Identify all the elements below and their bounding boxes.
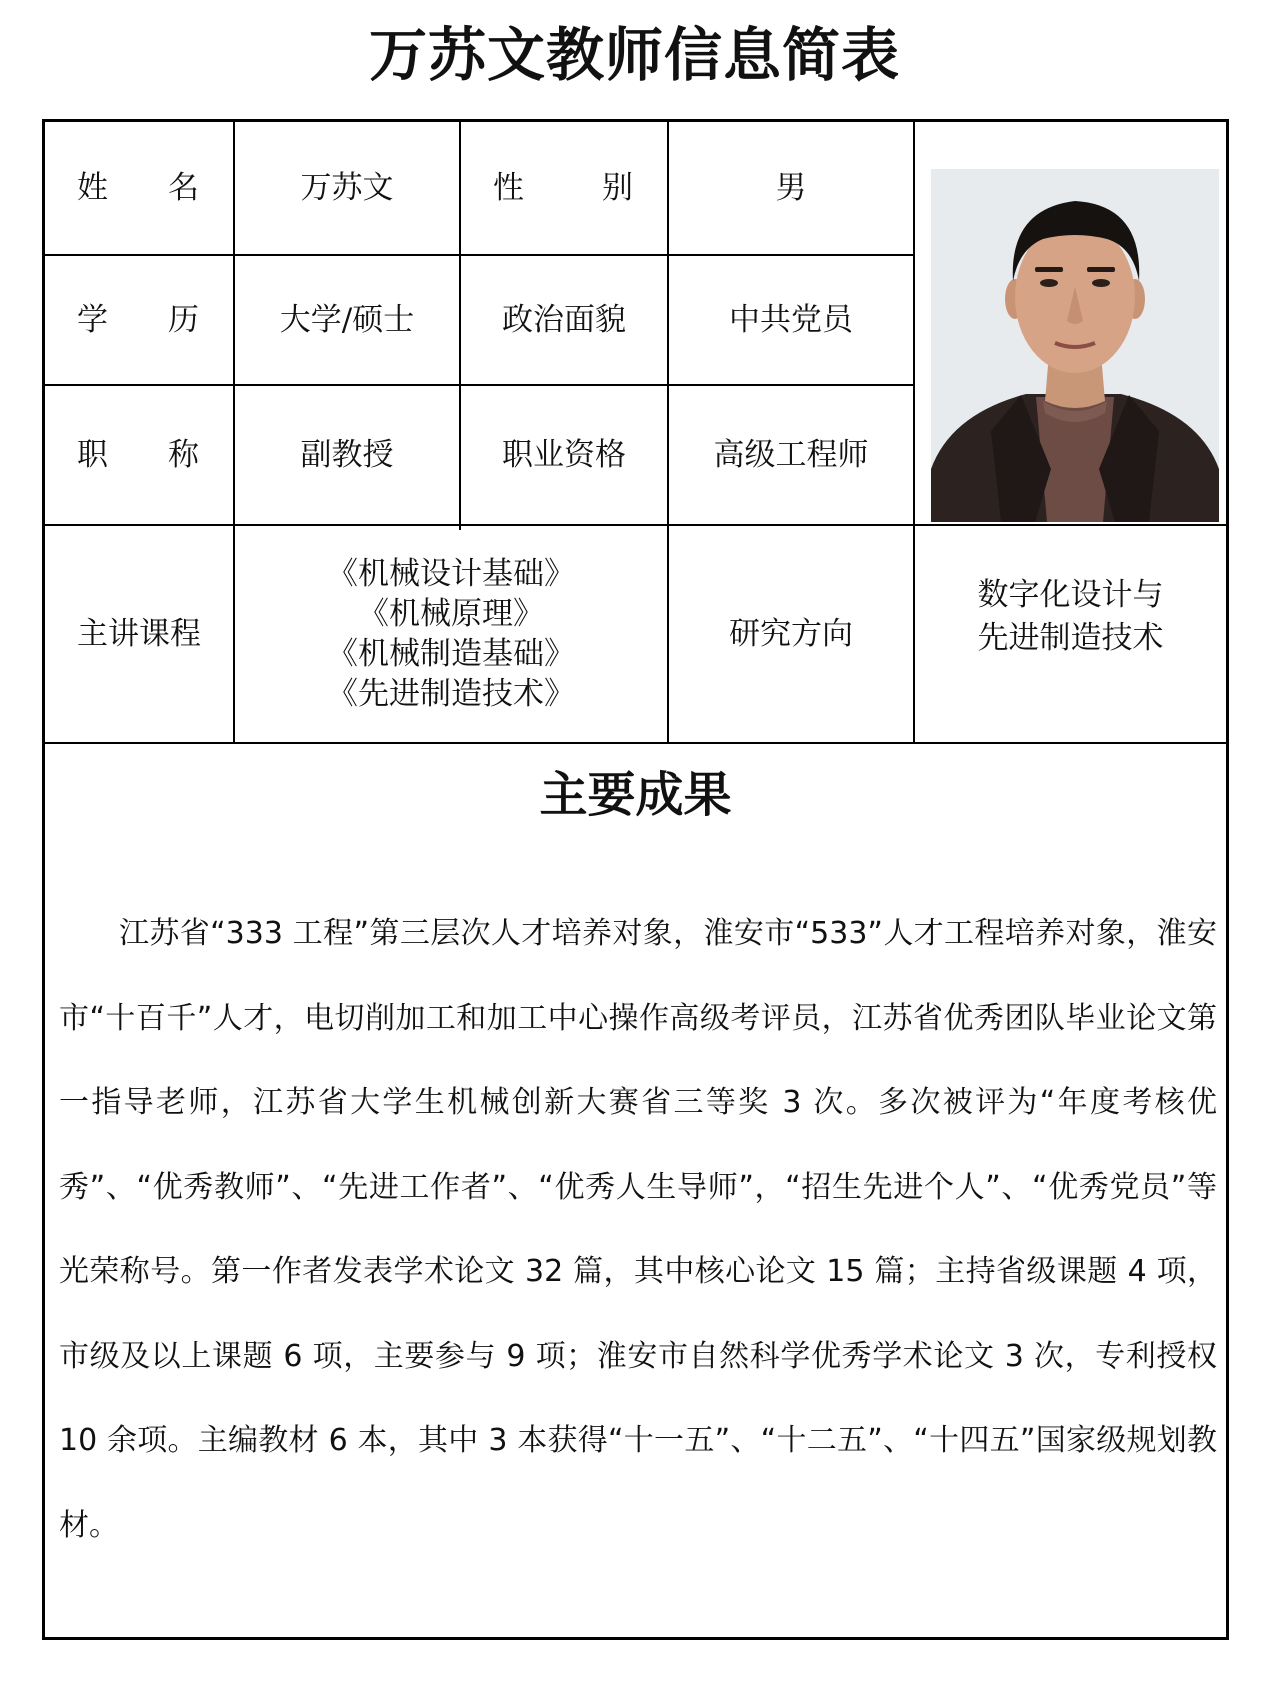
achievements-heading: 主要成果 xyxy=(539,767,732,823)
education-value: 大学/硕士 xyxy=(279,301,415,338)
grid-line xyxy=(45,742,1226,744)
education-label: 学 历 xyxy=(77,301,199,338)
politics-value: 中共党员 xyxy=(729,301,853,338)
name-value: 万苏文 xyxy=(300,169,394,206)
research-label: 研究方向 xyxy=(729,615,853,652)
achievements-text: 江苏省“333 工程”第三层次人才培养对象，淮安市“533”人才工程培养对象，淮安市“十百千”人才，电切削加工和加工中心操作高级考评员，江苏省优秀团队毕业论文第一指导老师，江苏省大学生机械创新大赛省三等奖 3 次。多次被评为“年度考核优秀”、“优秀教师”、“先进工作者”、“优秀人生导师”，“招生先进个人”、“优秀党员”等光荣称号。第一作者发表学术论文 32 篇，其中核心论文 15 篇；主持省级课题 4 项，市级及以上课题 6 项，主要参与 9 项；淮安市自然科学优秀学术论文 3 次，专利授权 10 余项。主编教材 6 本，其中 3 本获得“十一五”、“十二五”、“十四五”国家级规划教材。 xyxy=(59,916,1217,1543)
courses-label: 主讲课程 xyxy=(77,615,201,652)
portrait-photo-illustration xyxy=(931,169,1219,522)
title-value: 副教授 xyxy=(300,436,394,473)
courses-list xyxy=(235,526,667,742)
politics-label: 政治面貌 xyxy=(502,301,626,338)
research-value: 数字化设计与 先进制造技术 xyxy=(977,577,1164,656)
title-label: 职 称 xyxy=(77,436,199,473)
course-item: 《机械制造基础》 xyxy=(327,636,575,672)
name-label: 姓 名 xyxy=(77,169,199,206)
document-title: 万苏文教师信息简表 xyxy=(368,21,900,89)
course-item: 《机械原理》 xyxy=(358,596,544,632)
info-table xyxy=(42,119,1229,1640)
course-item: 《机械设计基础》 xyxy=(327,556,575,592)
qualification-value: 高级工程师 xyxy=(713,436,869,473)
portrait-photo xyxy=(931,169,1219,522)
course-item: 《先进制造技术》 xyxy=(327,676,575,712)
qualification-label: 职业资格 xyxy=(502,436,626,473)
gender-value: 男 xyxy=(775,169,807,206)
gender-label: 性 别 xyxy=(493,169,633,206)
